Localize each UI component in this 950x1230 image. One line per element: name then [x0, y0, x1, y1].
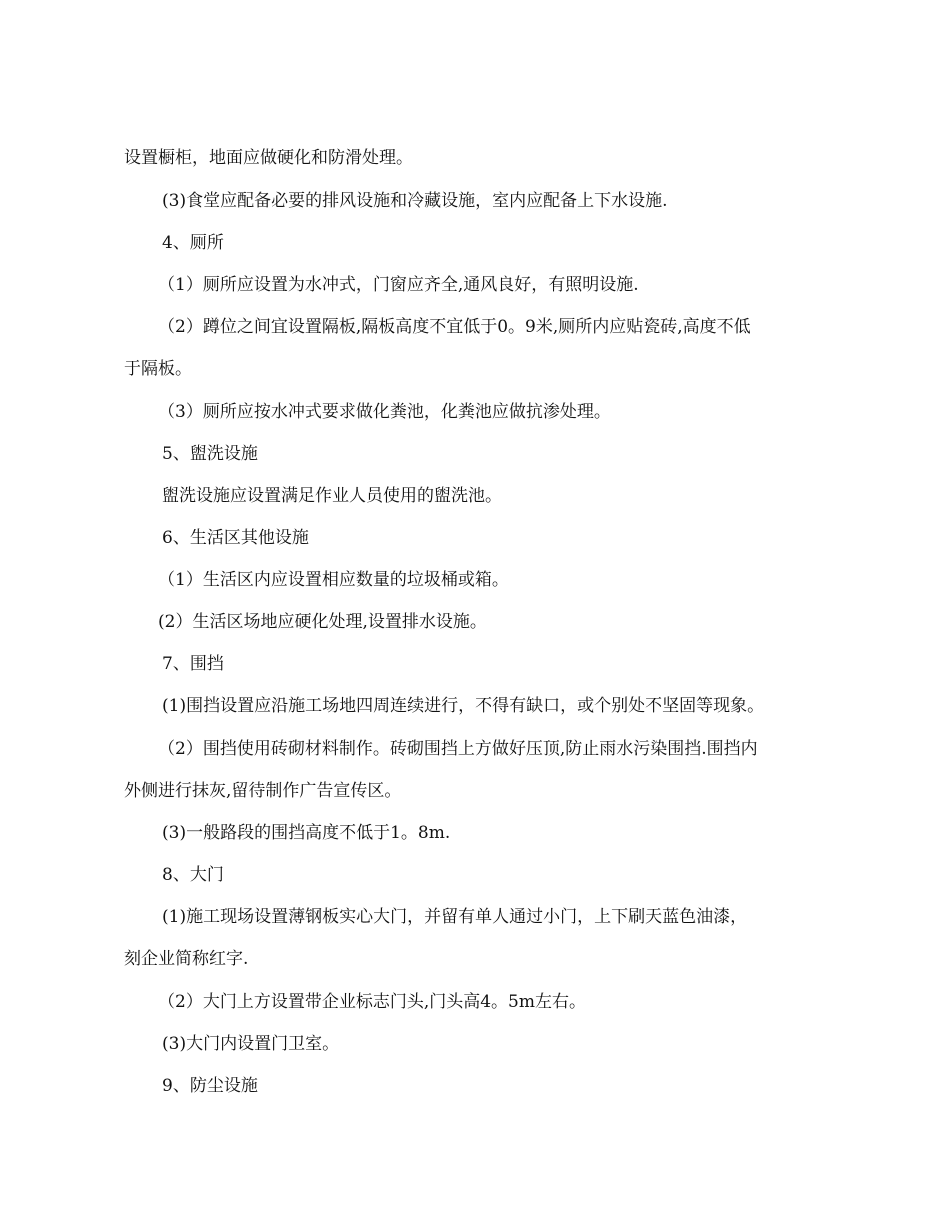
section-heading: 4、厕所 — [162, 233, 224, 253]
paragraph-line: （2）大门上方设置带企业标志门头,门头高4。5m左右。 — [158, 992, 586, 1012]
paragraph-line: 外侧进行抹灰,留待制作广告宣传区。 — [124, 781, 402, 801]
paragraph-line: 盥洗设施应设置满足作业人员使用的盥洗池。 — [162, 486, 502, 506]
paragraph-line: （1）生活区内应设置相应数量的垃圾桶或箱。 — [158, 570, 509, 590]
paragraph-line: (3)食堂应配备必要的排风设施和冷藏设施，室内应配备上下水设施. — [162, 191, 668, 211]
section-heading: 5、盥洗设施 — [162, 444, 258, 464]
paragraph-line: （3）厕所应按水冲式要求做化粪池，化粪池应做抗渗处理。 — [158, 402, 611, 422]
paragraph-line: （2）围挡使用砖砌材料制作。砖砌围挡上方做好压顶,防止雨水污染围挡.围挡内 — [158, 739, 758, 759]
paragraph-line: (1)围挡设置应沿施工场地四周连续进行，不得有缺口，或个别处不坚固等现象。 — [162, 696, 765, 716]
paragraph-line: （1）厕所应设置为水冲式，门窗应齐全,通风良好，有照明设施. — [158, 275, 639, 295]
section-heading: 7、围挡 — [162, 654, 224, 674]
section-heading: 8、大门 — [162, 865, 224, 885]
paragraph-line: (3)大门内设置门卫室。 — [162, 1034, 340, 1054]
paragraph-line: 刻企业简称红字. — [124, 949, 249, 969]
section-heading: 6、生活区其他设施 — [162, 528, 309, 548]
paragraph-line: （2）蹲位之间宜设置隔板,隔板高度不宜低于0。9米,厕所内应贴瓷砖,高度不低 — [158, 317, 751, 337]
paragraph-line: (3)一般路段的围挡高度不低于1。8m. — [162, 823, 451, 843]
section-heading: 9、防尘设施 — [162, 1076, 258, 1096]
paragraph-line: 设置橱柜，地面应做硬化和防滑处理。 — [124, 148, 413, 168]
paragraph-line: 于隔板。 — [124, 359, 192, 379]
paragraph-line: (1)施工现场设置薄钢板实心大门，并留有单人通过小门，上下刷天蓝色油漆， — [162, 907, 748, 927]
paragraph-line: (2）生活区场地应硬化处理,设置排水设施。 — [158, 612, 487, 632]
